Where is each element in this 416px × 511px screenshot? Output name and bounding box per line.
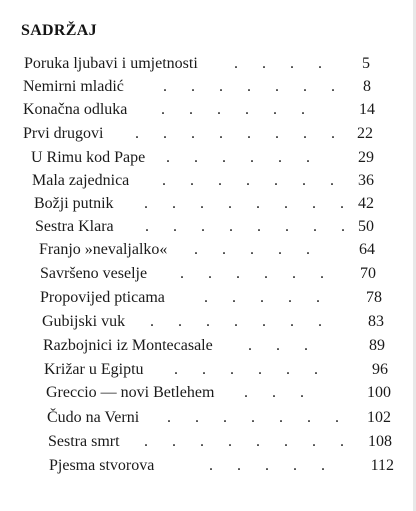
toc-entry (42, 312, 382, 332)
toc-entry (40, 288, 380, 308)
leader-dots: . . . . (234, 55, 332, 72)
entry-title: Gubijski vuk (42, 313, 126, 330)
entry-title: U Rimu kod Pape (31, 149, 146, 166)
entry-page: 22 (357, 125, 373, 142)
leader-dots: . . . . . . (161, 101, 315, 118)
toc-entry (23, 77, 371, 97)
toc-entry (35, 217, 375, 237)
entry-page: 70 (360, 265, 376, 282)
toc-entry (43, 336, 383, 356)
leader-dots: . . . . . (194, 241, 320, 258)
leader-dots: . . . (248, 337, 318, 354)
toc-entry (32, 171, 372, 191)
leader-dots: . . . . . (209, 457, 335, 474)
leader-dots: . . . . . . . (150, 313, 332, 330)
entry-page: 36 (358, 172, 374, 189)
entry-title: Greccio — novi Betlehem (46, 384, 215, 401)
entry-page: 100 (367, 384, 391, 401)
entry-title: Križar u Egiptu (44, 361, 144, 378)
entry-page: 29 (358, 149, 374, 166)
leader-dots: . . . . . . . . (135, 125, 345, 142)
entry-page: 112 (370, 457, 394, 474)
entry-page: 83 (368, 313, 384, 330)
leader-dots: . . . . . . . (163, 78, 345, 95)
entry-page: 5 (362, 55, 370, 72)
toc-entry (46, 383, 391, 403)
entry-title: Konačna odluka (23, 101, 128, 118)
entry-title: Mala zajednica (32, 172, 130, 189)
toc-entry (39, 240, 379, 260)
entry-title: Razbojnici iz Montecasale (43, 337, 213, 354)
leader-dots: . . . . . . (180, 265, 334, 282)
leader-dots: . . . . . (204, 289, 330, 306)
toc-entry (49, 456, 394, 476)
toc-entry (40, 264, 380, 284)
leader-dots: . . . (244, 384, 314, 401)
entry-page: 96 (372, 361, 388, 378)
toc-entry (23, 124, 373, 144)
toc-heading: SADRŽAJ (21, 22, 97, 39)
entry-title: Savršeno veselje (40, 265, 148, 282)
entry-page: 14 (359, 101, 375, 118)
entry-page: 8 (363, 78, 371, 95)
leader-dots: . . . . . . . . (144, 195, 354, 212)
entry-title: Božji putnik (34, 195, 114, 212)
leader-dots: . . . . . . . . (145, 218, 355, 235)
entry-title: Pjesma stvorova (49, 457, 155, 474)
entry-page: 50 (358, 218, 374, 235)
toc-entry (44, 360, 388, 380)
toc-entry (24, 54, 370, 74)
entry-page: 78 (366, 289, 382, 306)
leader-dots: . . . . . . . (162, 172, 344, 189)
toc-entry (48, 432, 392, 452)
toc-entry (23, 100, 375, 120)
leader-dots: . . . . . . . (167, 409, 349, 426)
leader-dots: . . . . . . (166, 149, 320, 166)
toc-entry (31, 148, 374, 168)
entry-title: Propovijed pticama (40, 289, 165, 306)
entry-title: Nemirni mladić (23, 78, 124, 95)
entry-page: 42 (358, 195, 374, 212)
leader-dots: . . . . . . (174, 361, 328, 378)
leader-dots: . . . . . . . . (144, 433, 354, 450)
entry-title: Franjo »nevaljalko« (39, 241, 168, 258)
entry-title: Sestra Klara (35, 218, 114, 235)
toc-entry (34, 194, 374, 214)
entry-title: Sestra smrt (48, 433, 120, 450)
entry-page: 64 (359, 241, 375, 258)
entry-page: 108 (368, 433, 392, 450)
entry-page: 89 (369, 337, 385, 354)
entry-title: Čudo na Verni (47, 409, 140, 426)
toc-entry (47, 408, 391, 428)
entry-title: Prvi drugovi (23, 125, 104, 142)
entry-page: 102 (367, 409, 391, 426)
entry-title: Poruka ljubavi i umjetnosti (24, 55, 198, 72)
